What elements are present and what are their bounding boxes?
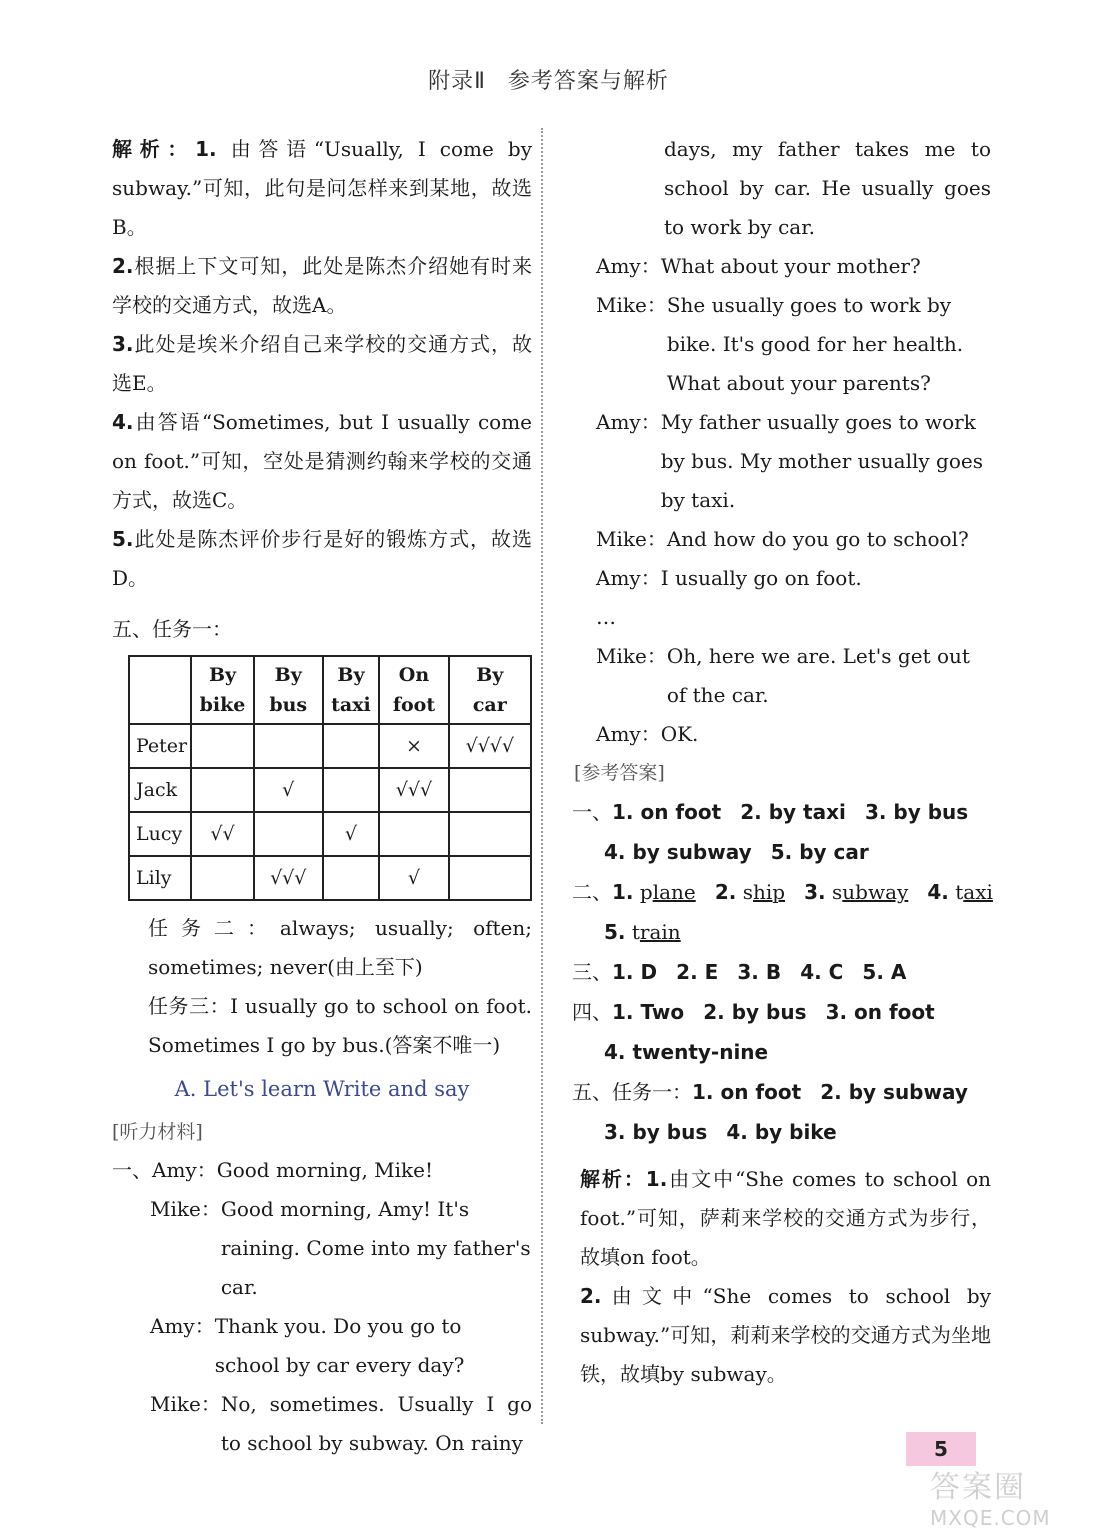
table-row [129,812,531,856]
dialog-line [596,403,991,520]
table-header-cell: By car [449,656,531,724]
table-header-cell: By taxi [323,656,380,724]
dialog-text: Good morning, Amy! It's raining. Come into my father's car. [220,1197,531,1299]
right-column [572,130,993,1394]
left-column [112,130,532,1463]
table-cell: √ [323,812,380,856]
table-row [129,724,531,768]
task3-answer: 任务三：I usually go to school on foot. Sometimes I go by bus.(答案不唯一) [148,994,532,1057]
analysis-item: 2.根据上下文可知，此处是陈杰介绍她有时来学校的交通方式，故选A。 [112,254,532,317]
dialog-text: What about your mother? [660,254,921,278]
dialog-continued: days, my father takes me to school by car. He usually goes to work by car. [664,137,991,239]
dialog-line [596,637,991,715]
answers-tag: [参考答案] [574,762,665,784]
dialog-text: My father usually goes to work by bus. My mother usually goes by taxi. [660,410,983,512]
table-cell: × [379,724,448,768]
dialog-text: OK. [660,722,699,746]
dialog-speaker: Amy： [152,1158,217,1182]
dialog-line [112,1385,532,1463]
answer-line: 一、1. on foot 2. by taxi 3. by bus [572,800,969,824]
section-title: A. Let's learn Write and say [174,1077,470,1101]
table-cell [323,724,380,768]
dialog-line [112,1190,532,1307]
dialog-speaker: Amy： [596,254,661,278]
answer-line: 二、1. plane 2. ship 3. subway 4. taxi [572,880,993,904]
page-header [0,64,1097,95]
table-row-name: Lucy [129,812,191,856]
analysis-2 [580,1160,991,1394]
table-row-name: Jack [129,768,191,812]
table-row-name: Peter [129,724,191,768]
analysis-item: 4.由答语“Sometimes, but I usually come on foot.”可知，空处是猜测约翰来学校的交通方式，故选C。 [112,410,532,512]
dialog-text: And how do you go to school? [666,527,969,551]
dialog-text: Oh, here we are. Let's get out of the car. [666,644,970,707]
ellipsis: … [596,605,616,629]
header-title: 参考答案与解析 [507,69,669,94]
dialog-line [112,1151,532,1190]
table-cell: √ [379,856,448,900]
table-cell [191,856,254,900]
table-row [129,768,531,812]
analysis-item: 2.由文中“She comes to school by subway.”可知，莉莉来学校的交通方式为坐地铁，故填by subway。 [580,1284,991,1386]
table-header-cell: On foot [379,656,448,724]
column-divider [541,128,543,1424]
analysis-item: 解析：1.由文中“She comes to school on foot.”可知，萨莉来学校的交通方式为步行，故填on foot。 [580,1167,992,1269]
table-row-name: Lily [129,856,191,900]
watermark-logo: 答案圈 MXQE.COM [930,1470,1051,1530]
table-cell: √√√ [379,768,448,812]
table-corner [129,656,191,724]
table-cell [323,768,380,812]
dialog-speaker: Mike： [596,527,667,551]
table-cell [379,812,448,856]
analysis-item: 5.此处是陈杰评价步行是好的锻炼方式，故选D。 [112,527,532,590]
answer-key [572,792,991,1152]
analysis-item: 3.此处是埃米介绍自己来学校的交通方式，故选E。 [112,332,532,395]
table-header-row [129,656,531,724]
dialog-speaker: Mike： [596,644,667,668]
table-header-cell: By bike [191,656,254,724]
dialog-speaker: Mike： [150,1392,221,1416]
table-cell [191,768,254,812]
dialog-line [596,559,991,598]
dialog-text: Good morning, Mike! [216,1158,434,1182]
answer-line: 4. twenty-nine [604,1040,769,1064]
answer-line: 5. train [604,920,681,944]
answer-line: 三、1. D 2. E 3. B 4. C 5. A [572,960,907,984]
table-cell [191,724,254,768]
task1-label: 五、任务一： [112,617,232,641]
dialog-line [596,247,991,286]
dialog-text: Thank you. Do you go to school by car every day? [214,1314,465,1377]
dialog-text: No, sometimes. Usually I go to school by subway. On rainy [220,1392,532,1455]
dialog-speaker: Amy： [596,566,661,590]
table-cell: √√ [191,812,254,856]
transport-table [128,655,532,901]
table-cell [254,812,323,856]
answer-line: 4. by subway 5. by car [604,840,869,864]
analysis-item: 解析：1. 由答语“Usually, I come by subway.”可知，此句是问怎样来到某地，故选B。 [112,137,533,239]
table-cell [254,724,323,768]
appendix-label: 附录Ⅱ [428,69,486,94]
listening-tag: [听力材料] [112,1121,203,1143]
table-row [129,856,531,900]
table-cell [449,856,531,900]
answer-line: 四、1. Two 2. by bus 3. on foot [572,1000,935,1024]
dialog-text: She usually goes to work by bike. It's good for her health. What about your parents? [666,293,964,395]
task2-answer: 任务二：always; usually; often; sometimes; never(由上至下) [148,916,532,979]
dialog-speaker: Amy： [150,1314,215,1338]
dialog-line [596,286,991,403]
answer-line: 3. by bus 4. by bike [604,1120,837,1144]
table-header-cell: By bus [254,656,323,724]
table-cell: √√√√ [449,724,531,768]
table-cell [449,768,531,812]
dialog-speaker: Mike： [150,1197,221,1221]
dialog-line [596,520,991,559]
table-cell: √ [254,768,323,812]
answer-line: 五、任务一：1. on foot 2. by subway [572,1080,968,1104]
dialog-line [112,1307,532,1385]
dialog-text: I usually go on foot. [660,566,862,590]
table-cell: √√√ [254,856,323,900]
table-cell [449,812,531,856]
dialog-speaker: Amy： [596,722,661,746]
page-number: 5 [906,1432,976,1466]
dialog-speaker: Amy： [596,410,661,434]
dialog-line [596,715,991,754]
dialog-speaker: Mike： [596,293,667,317]
dialog-prefix: 一、 [112,1158,152,1182]
table-cell [323,856,380,900]
